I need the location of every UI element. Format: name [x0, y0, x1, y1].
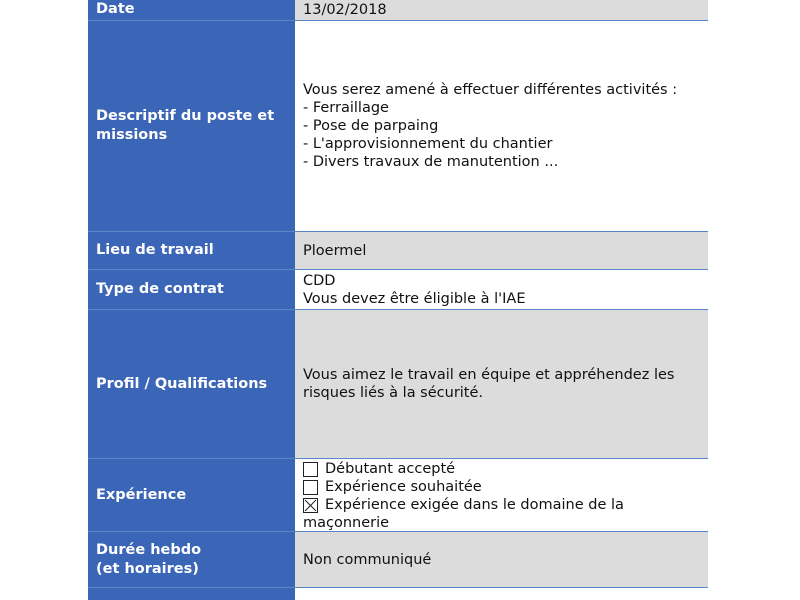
experience-option-continuation: maçonnerie — [303, 515, 390, 531]
description-value — [295, 21, 708, 231]
lieu-label: Lieu de travail — [88, 232, 295, 269]
unchecked-box-icon — [303, 480, 318, 495]
duree-value: Non communiqué — [295, 532, 708, 587]
experience-option-souhaitee[interactable] — [303, 478, 708, 496]
row-lieu — [88, 232, 708, 270]
experience-option-label: Expérience souhaitée — [325, 479, 482, 495]
experience-value — [295, 459, 708, 531]
row-description — [88, 21, 708, 232]
job-offer-table — [88, 0, 708, 600]
experience-option-debutant[interactable] — [303, 460, 708, 478]
duree-label-line: (et horaires) — [96, 560, 199, 577]
experience-option-label: Débutant accepté — [325, 461, 456, 477]
profil-label: Profil / Qualifications — [88, 310, 295, 458]
description-line: Vous serez amené à effectuer différentes activités : — [303, 82, 678, 98]
row-profil — [88, 310, 708, 459]
description-line: - Ferraillage — [303, 100, 389, 116]
contrat-value — [295, 270, 708, 309]
duree-label — [88, 532, 295, 587]
description-label-text: Descriptif du poste et missions — [96, 108, 275, 143]
unchecked-box-icon — [303, 462, 318, 477]
profil-line: Vous aimez le travail en équipe et appréhendez les — [303, 367, 675, 383]
contrat-line: Vous devez être éligible à l'IAE — [303, 291, 526, 307]
date-label: Date — [88, 0, 295, 20]
description-line: - Pose de parpaing — [303, 118, 439, 134]
row-duree — [88, 532, 708, 588]
checked-box-icon — [303, 498, 318, 513]
description-label — [88, 21, 295, 231]
experience-label: Expérience — [88, 459, 295, 531]
lieu-value: Ploermel — [295, 232, 708, 269]
row-experience — [88, 459, 708, 532]
profil-value — [295, 310, 708, 458]
description-line: - Divers travaux de manutention ... — [303, 154, 559, 170]
experience-option-label: Expérience exigée dans le domaine de la — [325, 497, 624, 513]
profil-line: risques liés à la sécurité. — [303, 385, 484, 401]
row-date — [88, 0, 708, 21]
contrat-line: CDD — [303, 273, 336, 289]
experience-option-exigee[interactable] — [303, 496, 708, 514]
row-next — [88, 588, 708, 600]
date-value: 13/02/2018 — [295, 0, 708, 20]
next-value — [295, 588, 708, 600]
description-line: - L'approvisionnement du chantier — [303, 136, 553, 152]
next-label — [88, 588, 295, 600]
contrat-label: Type de contrat — [88, 270, 295, 309]
row-contrat — [88, 270, 708, 310]
duree-label-line: Durée hebdo — [96, 541, 202, 558]
